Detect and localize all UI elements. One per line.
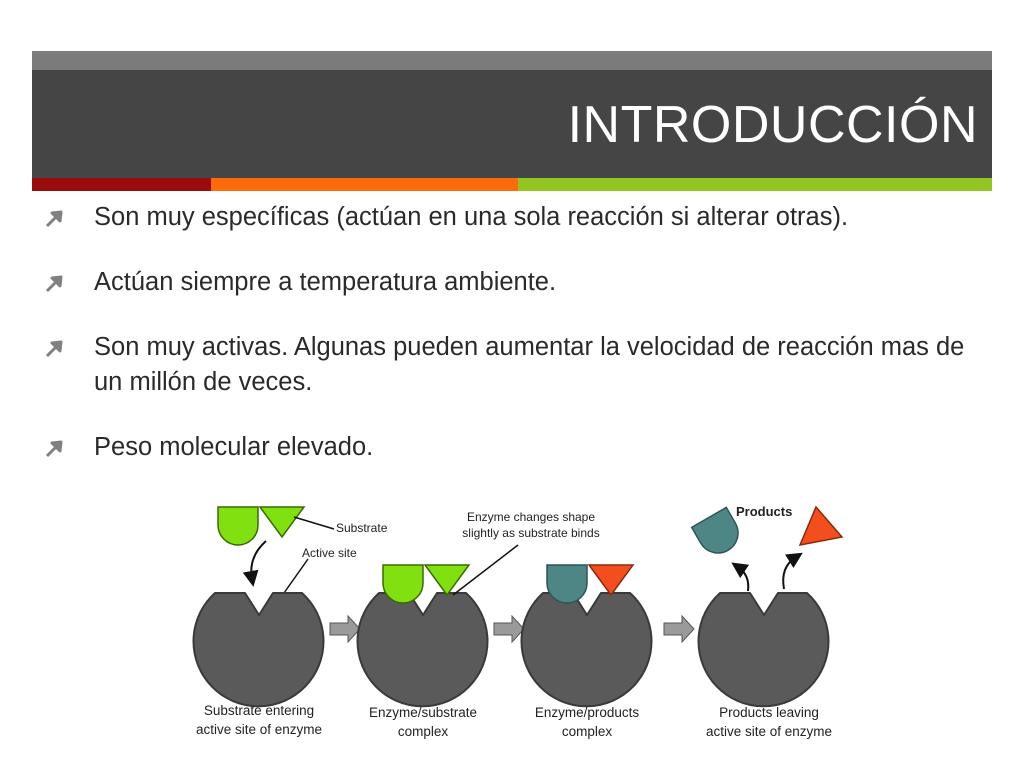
- leaving-arrow-right: [783, 557, 796, 589]
- substrate-semicircle: [218, 507, 258, 545]
- caption-stage-3: [502, 703, 672, 741]
- enzyme-diagram: [188, 495, 858, 755]
- slide-title: INTRODUCCIÓN: [567, 96, 978, 154]
- bullet-list: [44, 200, 984, 495]
- bullet-text: Peso molecular elevado.: [94, 433, 374, 461]
- bullet-item: [44, 430, 984, 465]
- enzyme-1: [194, 593, 324, 706]
- caption-stage-4: [684, 703, 854, 741]
- title-band-top-strip: [32, 51, 992, 70]
- bullet-item: [44, 330, 984, 400]
- caption-line: Products leaving: [719, 705, 819, 720]
- product-triangle: [589, 565, 633, 595]
- enzyme-4: [699, 593, 829, 706]
- caption-line: active site of enzyme: [195, 722, 323, 737]
- caption-line: Enzyme/substrate: [368, 705, 478, 720]
- process-arrow: [330, 616, 360, 642]
- accent-bar-red: [32, 178, 211, 191]
- process-arrow: [494, 616, 524, 642]
- substrate-triangle: [260, 507, 304, 537]
- enzyme-3: [522, 593, 652, 706]
- label-products: Products: [736, 504, 793, 519]
- diagonal-arrow-icon: [44, 209, 64, 229]
- product-semicircle: [547, 565, 587, 603]
- label-active-site: Active site: [302, 546, 357, 560]
- bullet-text: Actúan siempre a temperatura ambiente.: [94, 268, 557, 296]
- bullet-item: [44, 200, 984, 235]
- accent-bar-orange: [211, 178, 518, 191]
- bullet-text: Son muy específicas (actúan en una sola reacción si alterar otras).: [94, 203, 849, 231]
- label-enzyme-change-line1: Enzyme changes shape: [466, 510, 596, 524]
- label-enzyme-change-line2: slightly as substrate binds: [462, 526, 600, 540]
- diagonal-arrow-icon: [44, 339, 64, 359]
- caption-line: active site of enzyme: [705, 724, 833, 739]
- label-substrate: Substrate: [336, 521, 388, 535]
- caption-line: complex: [397, 724, 449, 739]
- bound-substrate-semicircle: [383, 565, 423, 603]
- enzyme-2: [358, 593, 488, 706]
- accent-bar-green: [518, 178, 992, 191]
- bound-substrate-triangle: [425, 565, 469, 595]
- caption-line: complex: [561, 724, 613, 739]
- leaving-arrow-left: [738, 567, 748, 591]
- substrate-pointer-line: [294, 517, 334, 529]
- label-enzyme-change: [446, 509, 616, 541]
- title-band: [32, 51, 992, 178]
- leaving-product-triangle: [800, 507, 842, 545]
- caption-stage-1: [174, 701, 344, 739]
- caption-line: Enzyme/products: [534, 705, 640, 720]
- bullet-item: [44, 265, 984, 300]
- diagonal-arrow-icon: [44, 439, 64, 459]
- bullet-text: Son muy activas. Algunas pueden aumentar la velocidad de reacción mas de un millón de veces.: [94, 333, 965, 396]
- caption-line: Substrate entering: [203, 703, 315, 718]
- entering-arrow: [251, 541, 266, 579]
- caption-stage-2: [338, 703, 508, 741]
- diagonal-arrow-icon: [44, 274, 64, 294]
- process-arrow: [664, 616, 694, 642]
- active-site-pointer-line: [284, 559, 308, 593]
